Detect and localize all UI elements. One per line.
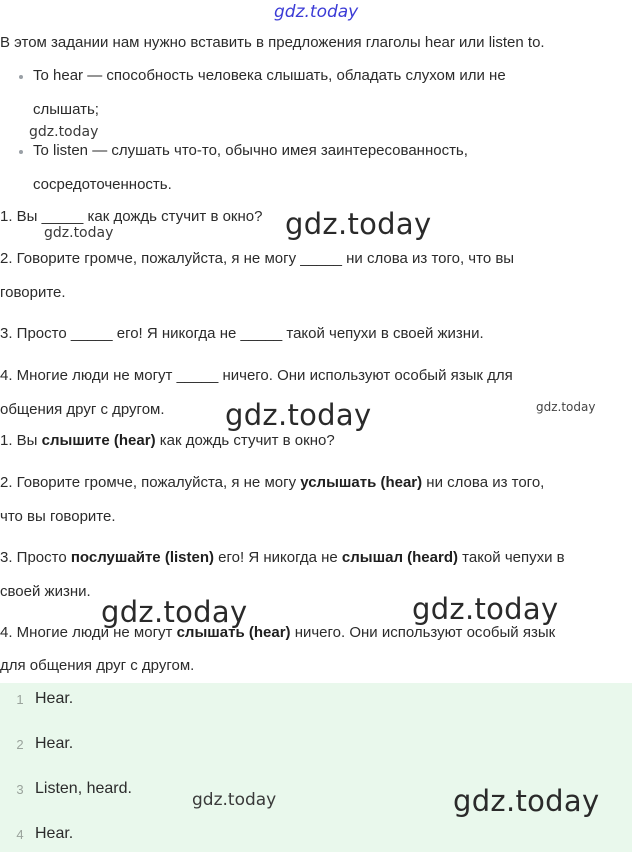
watermark: gdz.today (101, 595, 248, 629)
exercise-2-line1: 2. Говорите громче, пожалуйста, я не могу _____ ни слова из того, что вы (0, 250, 515, 267)
watermark: gdz.today (285, 207, 432, 241)
watermark: gdz.today (29, 124, 99, 140)
answer-text: Hear. (35, 735, 74, 752)
watermark: gdz.today (192, 790, 277, 810)
answer-highlight: слышал (heard) (341, 549, 458, 566)
exercise-4-line2: общения друг с другом. (0, 401, 165, 418)
watermark: gdz.today (44, 225, 114, 241)
solution-2-line2: что вы говорите. (0, 508, 116, 525)
answer-text: Listen, heard. (35, 780, 132, 797)
answer-number: 3 (16, 782, 24, 797)
exercise-1: 1. Вы _____ как дождь стучит в окно? (0, 208, 263, 225)
bullet-dot (19, 75, 23, 79)
answer-highlight: услышать (hear) (300, 474, 423, 491)
bullet-2-line2: сосредоточенность. (33, 176, 172, 193)
watermark: gdz.today (225, 398, 372, 432)
bullet-1-line1: To hear — способность человека слышать, обладать слухом или не (33, 67, 506, 84)
answer-number: 4 (16, 827, 24, 842)
watermark: gdz.today (412, 592, 559, 626)
solution-3-line2: своей жизни. (0, 583, 91, 600)
bullet-1-line2: слышать; (33, 101, 99, 118)
solution-1: 1. Вы слышите (hear) как дождь стучит в окно? (0, 432, 335, 449)
exercise-3: 3. Просто _____ его! Я никогда не _____ такой чепухи в своей жизни. (0, 325, 484, 342)
watermark-top: gdz.today (274, 2, 359, 22)
bullet-dot (19, 150, 23, 154)
intro-text: В этом задании нам нужно вставить в предложения глаголы hear или listen to. (0, 34, 545, 51)
answers-panel (0, 683, 632, 852)
answer-number: 1 (16, 692, 24, 707)
watermark: gdz.today (453, 784, 600, 818)
watermark: gdz.today (536, 400, 596, 414)
bullet-2-line1: To listen — слушать что-то, обычно имея заинтересованность, (33, 142, 468, 159)
answer-text: Hear. (35, 825, 74, 842)
answer-highlight: послушайте (listen) (70, 549, 214, 566)
solution-4-line2: для общения друг с другом. (0, 657, 195, 674)
answer-text: Hear. (35, 690, 74, 707)
solution-3-line1: 3. Просто послушайте (listen) его! Я никогда не слышал (heard) такой чепухи в (0, 549, 565, 566)
solution-2-line1: 2. Говорите громче, пожалуйста, я не могу услышать (hear) ни слова из того, (0, 474, 545, 491)
answer-number: 2 (16, 737, 24, 752)
solution-4-line1: 4. Многие люди не могут слышать (hear) ничего. Они используют особый язык (0, 624, 556, 641)
exercise-2-line2: говорите. (0, 284, 66, 301)
answer-highlight: слышите (hear) (41, 432, 156, 449)
exercise-4-line1: 4. Многие люди не могут _____ ничего. Они используют особый язык для (0, 367, 513, 384)
answer-highlight: слышать (hear) (176, 624, 291, 641)
